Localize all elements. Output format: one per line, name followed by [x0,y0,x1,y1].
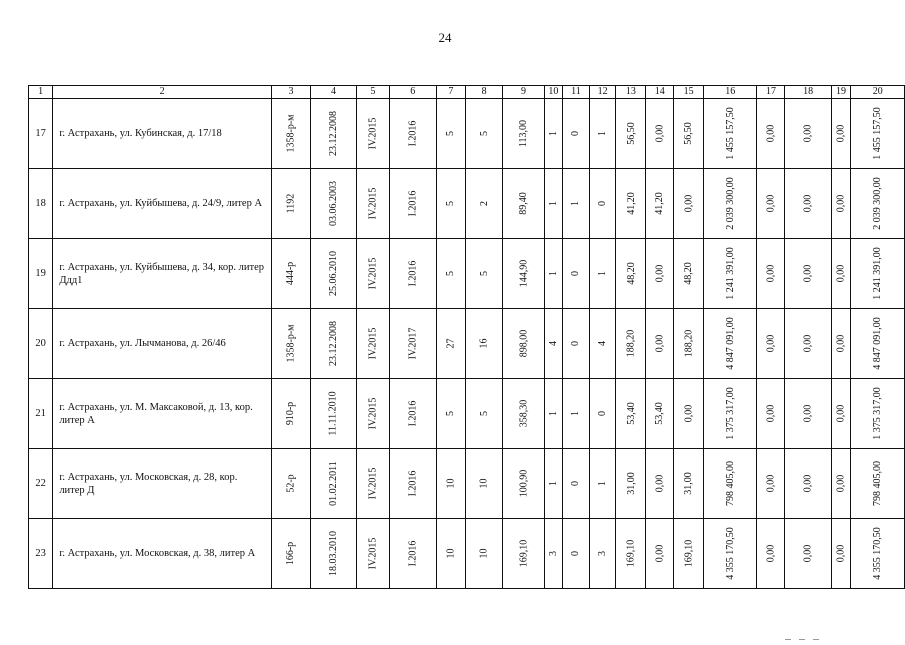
cell-value: 4 847 091,00 [872,317,884,370]
value-cell-c15 [674,519,704,589]
cell-value: 01.02.2011 [328,461,340,506]
cell-value: 11.11.2010 [328,391,340,436]
address-cell: г. Астрахань, ул. Московская, д. 28, кор. литер Д [53,449,272,519]
cell-value: 0,00 [765,544,777,563]
value-cell-c19 [831,449,851,519]
value-cell-c6 [389,519,436,589]
column-number-header: 3 [272,86,311,99]
value-cell-c10 [544,239,562,309]
address-cell: г. Астрахань, ул. М. Максаковой, д. 13, кор. литер А [53,379,272,449]
value-cell-c12 [589,449,616,519]
value-cell-c9 [503,309,544,379]
cell-value: 188,20 [625,329,637,358]
value-cell-c11 [563,169,590,239]
value-cell-c15 [674,379,704,449]
value-cell-c14 [646,169,674,239]
cell-value: 0,00 [835,124,847,143]
value-cell-c9 [503,99,544,169]
cell-value: I.2016 [407,470,419,497]
value-cell-c3 [272,449,311,519]
cell-value: 1 [597,481,609,486]
cell-value: 0,00 [765,334,777,353]
cell-value: 0,00 [802,194,814,213]
cell-value: 1 [570,201,582,206]
cell-value: I.2016 [407,400,419,427]
cell-value: I.2016 [407,260,419,287]
value-cell-c8 [465,169,502,239]
cell-value: 0,00 [835,264,847,283]
value-cell-c19 [831,309,851,379]
cell-value: 2 [478,201,490,206]
column-number-header: 1 [29,86,53,99]
cell-value: 03.06.2003 [328,181,340,226]
cell-value: 0,00 [765,124,777,143]
value-cell-c16 [703,519,757,589]
column-number-header: 8 [465,86,502,99]
value-cell-c8 [465,239,502,309]
value-cell-c15 [674,99,704,169]
cell-value: 798 405,00 [724,461,736,506]
cell-value: 0,00 [654,264,666,283]
value-cell-c13 [616,99,646,169]
cell-value: 4 847 091,00 [724,317,736,370]
row-number-cell: 18 [29,169,53,239]
cell-value: 10 [478,548,490,559]
cell-value: 2 039 300,00 [724,177,736,230]
value-cell-c5 [357,449,390,519]
column-number-header: 4 [311,86,357,99]
value-cell-c20 [851,449,905,519]
value-cell-c14 [646,519,674,589]
cell-value: 0 [570,481,582,486]
value-cell-c17 [757,99,785,169]
value-cell-c4 [311,519,357,589]
column-number-header: 11 [563,86,590,99]
cell-value: 16 [478,338,490,349]
page-number: 24 [438,30,452,45]
cell-value: 798 405,00 [872,461,884,506]
column-number-header: 14 [646,86,674,99]
cell-value: 5 [445,411,457,416]
value-cell-c6 [389,169,436,239]
value-cell-c7 [436,379,465,449]
value-cell-c19 [831,99,851,169]
cell-value: 113,00 [518,119,530,148]
value-cell-c19 [831,519,851,589]
cell-value: 1358-р-м [285,324,297,363]
cell-value: 166-р [285,541,297,566]
value-cell-c7 [436,519,465,589]
cell-value: IV.2015 [367,397,379,430]
cell-value: 1 241 391,00 [724,247,736,300]
cell-value: 169,10 [625,539,637,568]
value-cell-c6 [389,309,436,379]
value-cell-c14 [646,239,674,309]
column-number-header: 13 [616,86,646,99]
cell-value: 910-р [285,401,297,426]
row-number-cell: 21 [29,379,53,449]
table-row [29,449,905,519]
table-row [29,239,905,309]
value-cell-c16 [703,169,757,239]
column-number-header: 10 [544,86,562,99]
cell-value: 0,00 [765,194,777,213]
cell-value: I.2016 [407,540,419,567]
value-cell-c5 [357,309,390,379]
value-cell-c15 [674,169,704,239]
table-row [29,379,905,449]
cell-value: 48,20 [625,262,637,285]
value-cell-c20 [851,239,905,309]
value-cell-c4 [311,169,357,239]
cell-value: 169,10 [683,539,695,568]
value-cell-c9 [503,379,544,449]
row-number-cell: 20 [29,309,53,379]
value-cell-c5 [357,169,390,239]
value-cell-c6 [389,99,436,169]
value-cell-c4 [311,309,357,379]
value-cell-c18 [785,449,831,519]
cell-value: 0,00 [802,544,814,563]
value-cell-c10 [544,519,562,589]
table-row [29,519,905,589]
value-cell-c17 [757,519,785,589]
cell-value: 0,00 [835,194,847,213]
cell-value: 5 [478,411,490,416]
cell-value: 41,20 [654,192,666,215]
value-cell-c19 [831,169,851,239]
cell-value: 23.12.2008 [328,321,340,366]
value-cell-c8 [465,519,502,589]
cell-value: 188,20 [683,329,695,358]
cell-value: 0 [570,551,582,556]
cell-value: 0,00 [802,404,814,423]
value-cell-c18 [785,169,831,239]
value-cell-c9 [503,449,544,519]
value-cell-c18 [785,379,831,449]
cell-value: 0,00 [683,194,695,213]
cell-value: 89,40 [518,192,530,215]
value-cell-c3 [272,519,311,589]
column-number-header: 18 [785,86,831,99]
cell-value: 41,20 [625,192,637,215]
cell-value: 23.12.2008 [328,111,340,156]
cell-value: 0 [597,411,609,416]
cell-value: 0,00 [802,474,814,493]
value-cell-c10 [544,379,562,449]
value-cell-c3 [272,99,311,169]
cell-value: 5 [445,271,457,276]
cell-value: 0,00 [654,544,666,563]
value-cell-c10 [544,99,562,169]
value-cell-c8 [465,379,502,449]
value-cell-c7 [436,239,465,309]
address-cell: г. Астрахань, ул. Кубинская, д. 17/18 [53,99,272,169]
cell-value: 10 [478,478,490,489]
value-cell-c3 [272,379,311,449]
cell-value: 1 [547,481,559,486]
table-row [29,169,905,239]
value-cell-c7 [436,169,465,239]
value-cell-c15 [674,449,704,519]
cell-value: IV.2017 [407,327,419,360]
value-cell-c15 [674,239,704,309]
value-cell-c20 [851,309,905,379]
cell-value: 169,10 [518,539,530,568]
value-cell-c20 [851,169,905,239]
value-cell-c13 [616,239,646,309]
value-cell-c20 [851,379,905,449]
value-cell-c18 [785,99,831,169]
cell-value: 0,00 [835,404,847,423]
cell-value: 144,90 [518,259,530,288]
cell-value: 0,00 [802,124,814,143]
cell-value: IV.2015 [367,117,379,150]
value-cell-c19 [831,239,851,309]
cell-value: 0,00 [835,474,847,493]
value-cell-c8 [465,99,502,169]
value-cell-c17 [757,239,785,309]
value-cell-c14 [646,379,674,449]
value-cell-c16 [703,239,757,309]
cell-value: 48,20 [683,262,695,285]
column-number-header: 16 [703,86,757,99]
cell-value: 1 455 157,50 [724,107,736,160]
cell-value: 4 [597,341,609,346]
value-cell-c13 [616,309,646,379]
cell-value: 898,00 [518,329,530,358]
column-number-header: 20 [851,86,905,99]
value-cell-c7 [436,309,465,379]
value-cell-c11 [563,519,590,589]
cell-value: 1 [597,131,609,136]
cell-value: 25.06.2010 [328,251,340,296]
cell-value: 5 [478,271,490,276]
value-cell-c7 [436,449,465,519]
value-cell-c20 [851,99,905,169]
cell-value: 56,50 [683,122,695,145]
value-cell-c16 [703,379,757,449]
cell-value: 31,00 [625,472,637,495]
cell-value: 0 [597,201,609,206]
column-number-header: 17 [757,86,785,99]
value-cell-c8 [465,309,502,379]
cell-value: IV.2015 [367,327,379,360]
address-cell: г. Астрахань, ул. Московская, д. 38, литер А [53,519,272,589]
cell-value: 18.03.2010 [328,531,340,576]
cell-value: 5 [445,131,457,136]
column-number-header: 2 [53,86,272,99]
value-cell-c6 [389,449,436,519]
value-cell-c10 [544,449,562,519]
cell-value: 0,00 [765,474,777,493]
cell-value: IV.2015 [367,537,379,570]
cell-value: 10 [445,478,457,489]
cell-value: 27 [445,338,457,349]
cell-value: 3 [597,551,609,556]
value-cell-c5 [357,379,390,449]
value-cell-c14 [646,99,674,169]
row-number-cell: 22 [29,449,53,519]
column-number-header: 7 [436,86,465,99]
value-cell-c13 [616,169,646,239]
row-number-cell: 17 [29,99,53,169]
cell-value: 1 [597,271,609,276]
value-cell-c17 [757,309,785,379]
value-cell-c12 [589,379,616,449]
cell-value: 0 [570,341,582,346]
value-cell-c3 [272,169,311,239]
value-cell-c3 [272,239,311,309]
cell-value: 1 455 157,50 [872,107,884,160]
cell-value: 5 [478,131,490,136]
value-cell-c19 [831,379,851,449]
cell-value: 1 375 317,00 [872,387,884,440]
cell-value: IV.2015 [367,187,379,220]
value-cell-c11 [563,379,590,449]
cell-value: 1 375 317,00 [724,387,736,440]
address-cell: г. Астрахань, ул. Лычманова, д. 26/46 [53,309,272,379]
cell-value: I.2016 [407,190,419,217]
column-number-header: 5 [357,86,390,99]
value-cell-c8 [465,449,502,519]
value-cell-c12 [589,239,616,309]
cell-value: 53,40 [654,402,666,425]
value-cell-c15 [674,309,704,379]
cell-value: 0,00 [765,404,777,423]
cell-value: 444-р [285,261,297,286]
value-cell-c17 [757,379,785,449]
value-cell-c13 [616,519,646,589]
cell-value: 0,00 [683,404,695,423]
value-cell-c14 [646,449,674,519]
column-number-header: 15 [674,86,704,99]
cell-value: 1 [547,201,559,206]
cell-value: 0,00 [802,334,814,353]
value-cell-c3 [272,309,311,379]
value-cell-c18 [785,519,831,589]
cell-value: 0,00 [835,544,847,563]
value-cell-c4 [311,379,357,449]
value-cell-c12 [589,309,616,379]
value-cell-c12 [589,99,616,169]
value-cell-c6 [389,239,436,309]
cell-value: 4 355 170,50 [872,527,884,580]
cell-value: 1 [570,411,582,416]
value-cell-c13 [616,449,646,519]
cell-value: 1192 [285,193,297,214]
value-cell-c20 [851,519,905,589]
value-cell-c9 [503,239,544,309]
row-number-cell: 23 [29,519,53,589]
cell-value: 31,00 [683,472,695,495]
value-cell-c12 [589,169,616,239]
value-cell-c5 [357,239,390,309]
column-number-header: 6 [389,86,436,99]
column-number-header: 19 [831,86,851,99]
value-cell-c16 [703,309,757,379]
cell-value: 1 241 391,00 [872,247,884,300]
cell-value: 0,00 [654,334,666,353]
value-cell-c18 [785,309,831,379]
cell-value: IV.2015 [367,467,379,500]
cell-value: 53,40 [625,402,637,425]
value-cell-c4 [311,99,357,169]
cell-value: 1358-р-м [285,114,297,153]
cell-value: 0,00 [802,264,814,283]
header-row [29,86,905,99]
cell-value: 52-р [285,474,297,493]
value-cell-c16 [703,449,757,519]
value-cell-c9 [503,519,544,589]
column-number-header: 9 [503,86,544,99]
cell-value: 5 [445,201,457,206]
cell-value: 0,00 [835,334,847,353]
cell-value: 100,90 [518,469,530,498]
housing-registry-table [28,85,905,589]
value-cell-c10 [544,169,562,239]
value-cell-c11 [563,309,590,379]
value-cell-c10 [544,309,562,379]
cell-value: 0,00 [654,474,666,493]
value-cell-c11 [563,239,590,309]
cell-value: 0 [570,271,582,276]
cell-value: 1 [547,131,559,136]
value-cell-c4 [311,449,357,519]
cell-value: 4 355 170,50 [724,527,736,580]
value-cell-c12 [589,519,616,589]
cell-value: 56,50 [625,122,637,145]
value-cell-c9 [503,169,544,239]
value-cell-c11 [563,99,590,169]
cell-value: 358,30 [518,399,530,428]
cell-value: 1 [547,271,559,276]
value-cell-c13 [616,379,646,449]
value-cell-c16 [703,99,757,169]
value-cell-c14 [646,309,674,379]
value-cell-c6 [389,379,436,449]
value-cell-c11 [563,449,590,519]
row-number-cell: 19 [29,239,53,309]
cell-value: 3 [547,551,559,556]
cell-value: 0 [570,131,582,136]
table-row [29,99,905,169]
cell-value: 4 [547,341,559,346]
table-row [29,309,905,379]
value-cell-c5 [357,99,390,169]
address-cell: г. Астрахань, ул. Куйбышева, д. 34, кор. литер Ддд1 [53,239,272,309]
cell-value: 0,00 [654,124,666,143]
value-cell-c17 [757,449,785,519]
column-number-header: 12 [589,86,616,99]
cell-value: IV.2015 [367,257,379,290]
value-cell-c18 [785,239,831,309]
cell-value: 2 039 300,00 [872,177,884,230]
cell-value: 1 [547,411,559,416]
scan-artifact [785,627,845,629]
cell-value: 10 [445,548,457,559]
value-cell-c5 [357,519,390,589]
value-cell-c4 [311,239,357,309]
cell-value: 0,00 [765,264,777,283]
value-cell-c7 [436,99,465,169]
address-cell: г. Астрахань, ул. Куйбышева, д. 24/9, литер А [53,169,272,239]
value-cell-c17 [757,169,785,239]
cell-value: I.2016 [407,120,419,147]
